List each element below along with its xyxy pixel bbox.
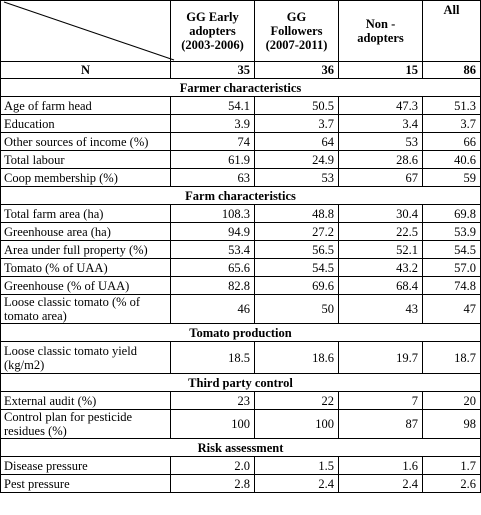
value-cell: 47.3 [339,97,423,115]
value-cell: 67 [339,169,423,187]
value-cell: 22 [255,392,339,410]
row-label: Tomato (% of UAA) [1,259,171,277]
value-cell: 1.6 [339,457,423,475]
value-cell: 100 [171,410,255,439]
section-title: Risk assessment [1,439,481,457]
column-header-line: Non - [365,17,396,31]
row-label: Area under full property (%) [1,241,171,259]
value-cell: 59 [423,169,481,187]
table-row [1,475,481,493]
value-cell: 53 [255,169,339,187]
value-cell: 2.4 [339,475,423,493]
value-cell: 1.7 [423,457,481,475]
value-cell: 30.4 [339,205,423,223]
value-cell: 18.5 [171,342,255,374]
value-cell: 53.9 [423,223,481,241]
n-value: 15 [339,62,423,79]
value-cell: 23 [171,392,255,410]
value-cell: 54.1 [171,97,255,115]
value-cell: 65.6 [171,259,255,277]
section-title: Third party control [1,374,481,392]
n-label: N [1,62,171,79]
table-row [1,259,481,277]
value-cell: 52.1 [339,241,423,259]
table-row [1,133,481,151]
value-cell: 46 [171,295,255,324]
value-cell: 87 [339,410,423,439]
table-row [1,277,481,295]
value-cell: 3.9 [171,115,255,133]
value-cell: 2.6 [423,475,481,493]
section-header-row [1,324,481,342]
value-cell: 82.8 [171,277,255,295]
value-cell: 3.7 [255,115,339,133]
value-cell: 19.7 [339,342,423,374]
n-value: 35 [171,62,255,79]
column-header [171,1,255,62]
value-cell: 61.9 [171,151,255,169]
n-row [1,62,481,79]
column-header-line: (2007-2011) [265,38,328,52]
row-label: Greenhouse area (ha) [1,223,171,241]
value-cell: 54.5 [423,241,481,259]
column-header-line: adopters [189,24,236,38]
value-cell: 18.7 [423,342,481,374]
value-cell: 50.5 [255,97,339,115]
table-row [1,205,481,223]
n-value: 36 [255,62,339,79]
value-cell: 27.2 [255,223,339,241]
column-header-line: GG [286,10,307,24]
value-cell: 22.5 [339,223,423,241]
column-header [255,1,339,62]
table-row [1,342,481,374]
value-cell: 74 [171,133,255,151]
n-value: 86 [423,62,481,79]
value-cell: 18.6 [255,342,339,374]
row-label: Total farm area (ha) [1,205,171,223]
row-label: External audit (%) [1,392,171,410]
row-label: Disease pressure [1,457,171,475]
value-cell: 54.5 [255,259,339,277]
table-row [1,151,481,169]
value-cell: 7 [339,392,423,410]
table-row [1,241,481,259]
section-title: Farm characteristics [1,187,481,205]
value-cell: 98 [423,410,481,439]
row-label: Loose classic tomato (% of tomato area) [1,295,171,324]
value-cell: 68.4 [339,277,423,295]
value-cell: 53.4 [171,241,255,259]
value-cell: 20 [423,392,481,410]
row-label: Education [1,115,171,133]
value-cell: 100 [255,410,339,439]
column-header-line: (2003-2006) [181,38,244,52]
value-cell: 1.5 [255,457,339,475]
section-header-row [1,374,481,392]
value-cell: 2.4 [255,475,339,493]
section-header-row [1,439,481,457]
value-cell: 57.0 [423,259,481,277]
value-cell: 64 [255,133,339,151]
column-header-line: Followers [270,24,323,38]
table-row [1,169,481,187]
section-title: Tomato production [1,324,481,342]
value-cell: 43 [339,295,423,324]
value-cell: 56.5 [255,241,339,259]
column-header-line: adopters [357,31,404,45]
corner-cell [1,1,171,62]
row-label: Coop membership (%) [1,169,171,187]
value-cell: 47 [423,295,481,324]
row-label: Pest pressure [1,475,171,493]
value-cell: 48.8 [255,205,339,223]
column-header-line: All [443,3,460,17]
diagonal-divider [4,2,174,60]
table-row [1,410,481,439]
column-header-line: GG Early [186,10,239,24]
value-cell: 108.3 [171,205,255,223]
value-cell: 50 [255,295,339,324]
value-cell: 28.6 [339,151,423,169]
value-cell: 69.8 [423,205,481,223]
value-cell: 43.2 [339,259,423,277]
table-row [1,295,481,324]
row-label: Loose classic tomato yield (kg/m2) [1,342,171,374]
value-cell: 74.8 [423,277,481,295]
row-label: Total labour [1,151,171,169]
value-cell: 69.6 [255,277,339,295]
column-header [423,1,481,62]
value-cell: 66 [423,133,481,151]
table-row [1,115,481,133]
table-row [1,392,481,410]
section-title: Farmer characteristics [1,79,481,97]
row-label: Greenhouse (% of UAA) [1,277,171,295]
row-label: Control plan for pesticide residues (%) [1,410,171,439]
value-cell: 53 [339,133,423,151]
value-cell: 24.9 [255,151,339,169]
column-header [339,1,423,62]
value-cell: 40.6 [423,151,481,169]
row-label: Other sources of income (%) [1,133,171,151]
section-header-row [1,79,481,97]
value-cell: 2.8 [171,475,255,493]
value-cell: 3.4 [339,115,423,133]
section-header-row [1,187,481,205]
value-cell: 2.0 [171,457,255,475]
value-cell: 63 [171,169,255,187]
header-row [1,1,481,62]
value-cell: 51.3 [423,97,481,115]
table-row [1,457,481,475]
row-label: Age of farm head [1,97,171,115]
value-cell: 3.7 [423,115,481,133]
value-cell: 94.9 [171,223,255,241]
table-row [1,223,481,241]
table-row [1,97,481,115]
